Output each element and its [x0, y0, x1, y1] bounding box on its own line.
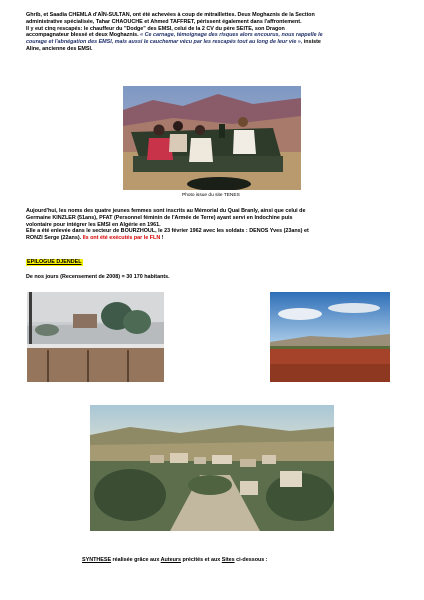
memorial-line-1: Aujourd'hui, les noms des quatre jeunes femmes sont inscrits au Mémorial du Quai Branly, ainsi que celui de [26, 208, 306, 214]
intro-line-6: Aline, ancienne des EMSI. [26, 45, 93, 52]
intro-line-4 [26, 32, 406, 39]
synthese-mid-2: précités et aux [181, 557, 222, 563]
quote-end: courage et l'abnégation des EMSI, mais aussi le cauchemar vécu par les rescapés tout au long de leur vie », [26, 39, 303, 46]
executed-note: Ils ont été exécutés par le FLN [82, 235, 161, 242]
memorial-line-5 [26, 235, 406, 242]
quote-start: « Ce carnage, témoignage des risques alors encourus, nous rappelle le [140, 32, 323, 39]
photo-jeep [123, 86, 301, 190]
intro-line-4-a: accompagnateur blessé et deux Moghaznis. [26, 32, 141, 39]
intro-line-1: Ghrib, et Saadia CHEMLA d'AÏN-SULTAN, ont été achevées à coup de mitraillettes. Deux Moghaznis de la Section [26, 12, 315, 18]
memorial-line-4: Elle a été enlevée dans le secteur de BOURZHOUL, le 23 février 1962 avec les soldats : DENOS Yves (23ans) et [26, 228, 309, 235]
intro-line-2: administrative spécialisée, Tahar CHAOUCHE et Ahmed TAFFRET, périssent également dans l'affrontement. [26, 18, 302, 25]
memorial-paragraph [26, 208, 406, 242]
intro-paragraph [26, 12, 406, 53]
photo-snow-village [27, 292, 164, 382]
census-line: De nos jours (Recensement de 2008) = 30 170 habitants. [26, 274, 170, 280]
synthese-mid-1: réalisée grâce aux [111, 557, 161, 563]
memorial-line-5-c: ! [160, 235, 164, 242]
photo-village-panorama [90, 405, 334, 531]
synthese-line [82, 557, 268, 564]
synthese-end: ci-dessous : [234, 557, 268, 563]
auteurs-word: Auteurs [160, 557, 181, 563]
photo-landscape-field [270, 292, 390, 382]
memorial-line-2: Germaine KINZLER (51ans), PFAT (Personnel féminin de l'Armée de Terre) ayant servi en Indochine puis [26, 214, 293, 221]
memorial-line-5-a: RONZI Serge (22ans). [26, 235, 83, 242]
synthese-word: SYNTHESE [82, 557, 112, 563]
intro-line-5 [26, 39, 406, 46]
intro-line-5-b: insiste [302, 39, 321, 46]
memorial-line-3: volontaire pour intégrer les EMSI en Algérie en 1961. [26, 221, 161, 228]
intro-line-3: Il y eut cinq rescapés: le chauffeur du "Dodge" des EMSI, celui de la 2 CV du père SEITE, son Dragon [26, 25, 285, 32]
epilogue-heading: EPILOGUE DJENDEL [27, 259, 82, 265]
sites-word: Sites [221, 557, 235, 563]
photo-caption: Photo issue du site TENES [182, 193, 240, 198]
